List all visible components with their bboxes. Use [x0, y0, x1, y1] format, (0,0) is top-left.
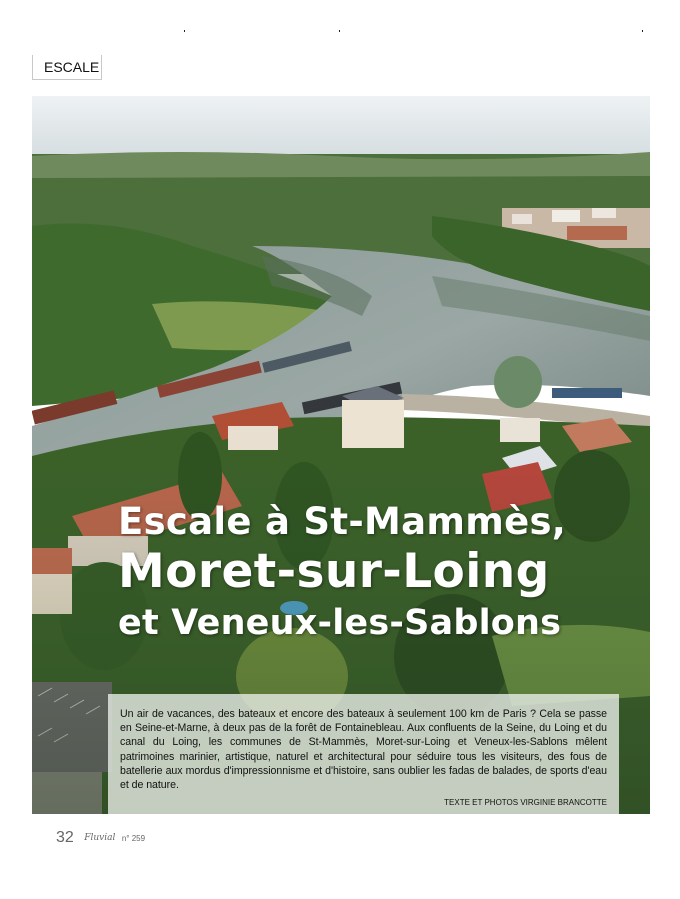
magazine-name: Fluvial	[84, 833, 116, 843]
title-line-3: et Veneux-les-Sablons	[118, 603, 562, 643]
intro-paragraph: Un air de vacances, des bateaux et encore des bateaux à seulement 100 km de Paris ? Cela se passe en Seine-et-Marne, à deux pas de la forêt de Fontainebleau. Aux confluents de la Seine, du Loing et du canal du Loing, les communes de St-Mammès, Moret-sur-Loing et Veneux-les-Sablons mêlent patrimoines marinier, artistique, naturel et architectural pour séduire tous les visiteurs, des fous de batellerie aux mordus d'impressionnisme et d'histoire, sans oublier les fadas de balades, de sports d'eau et de nature.	[120, 708, 607, 792]
photo-credit: TEXTE ET PHOTOS VIRGINIE BRANCOTTE	[444, 798, 607, 807]
issue-number: n° 259	[121, 833, 146, 843]
page-number: 32	[56, 829, 74, 846]
crop-mark	[184, 30, 185, 32]
title-line-1: Escale à St-Mammès,	[118, 500, 567, 543]
section-tag: ESCALE	[32, 55, 102, 80]
crop-mark	[642, 30, 643, 32]
page-footer	[56, 829, 145, 847]
intro-box	[108, 694, 619, 814]
title-line-2: Moret-sur-Loing	[118, 544, 550, 599]
article-title	[118, 500, 618, 646]
crop-mark	[339, 30, 340, 32]
